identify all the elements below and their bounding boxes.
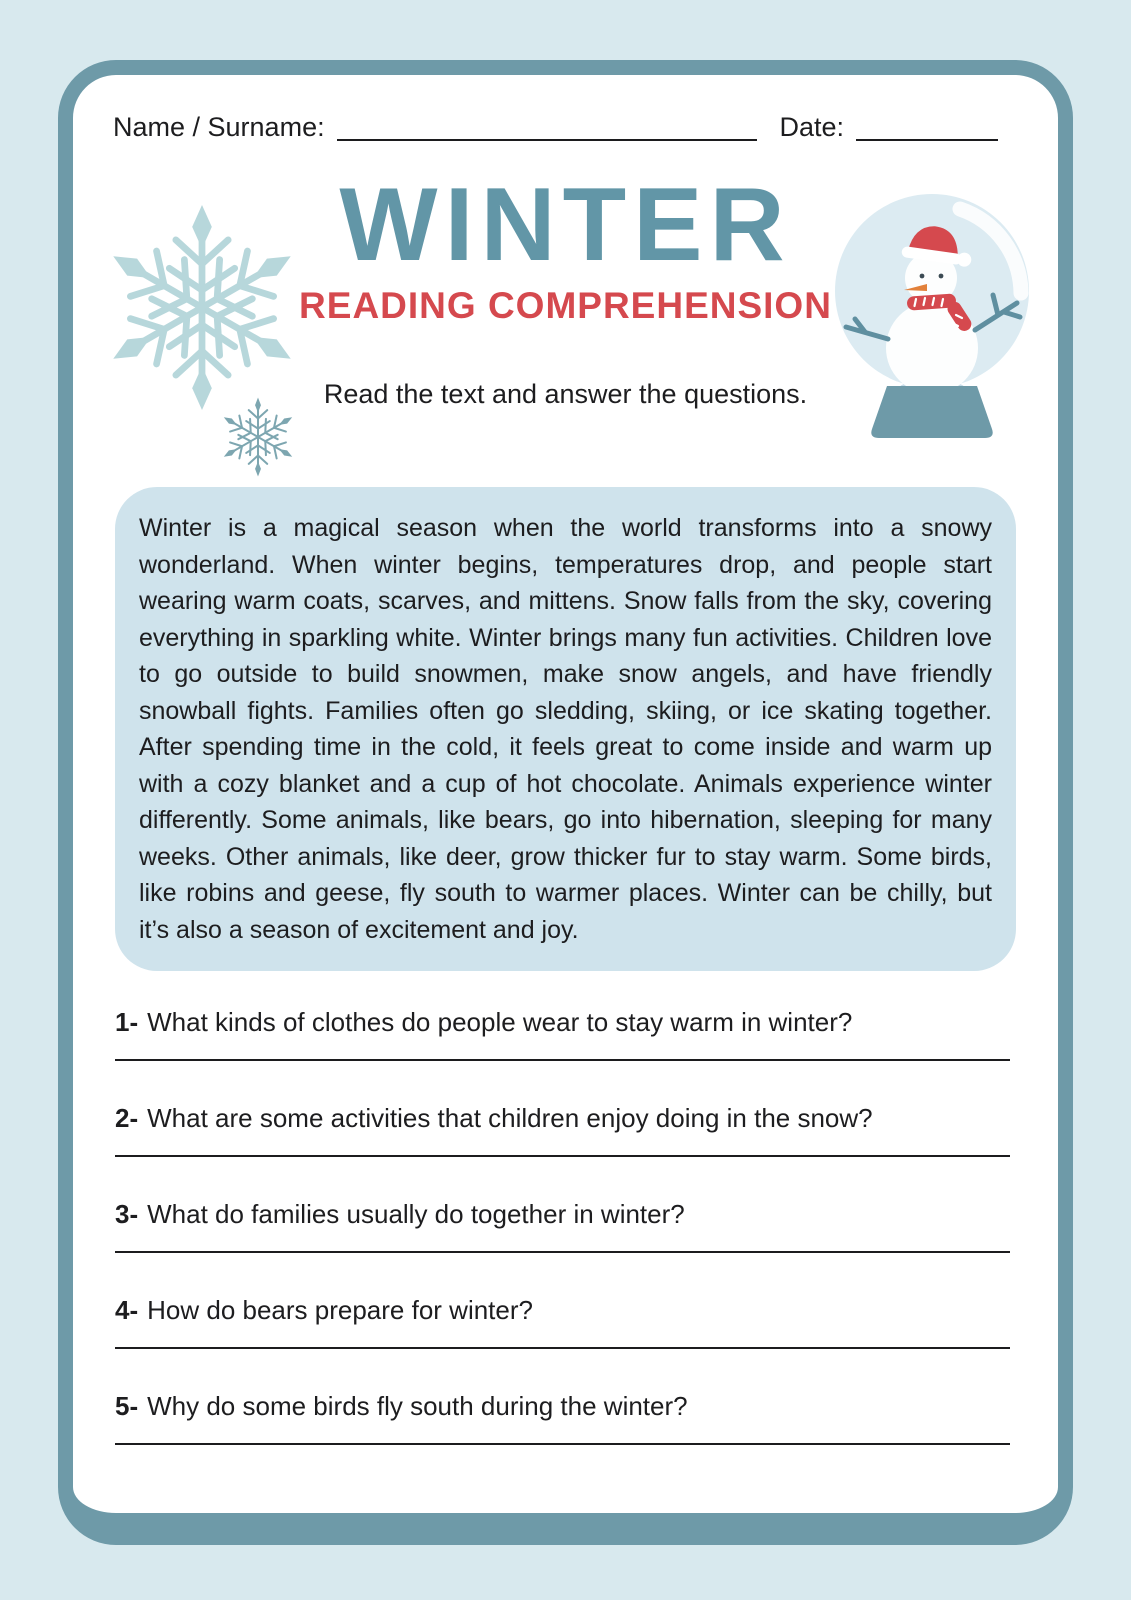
question-number: 2- bbox=[115, 1103, 139, 1133]
title-area bbox=[73, 167, 1058, 487]
question-text: What kinds of clothes do people wear to stay warm in winter? bbox=[147, 1007, 853, 1037]
date-field[interactable] bbox=[856, 111, 998, 141]
question-text: Why do some birds fly south during the winter? bbox=[147, 1391, 688, 1421]
question-3 bbox=[115, 1199, 1010, 1253]
question-5 bbox=[115, 1391, 1010, 1445]
question-text: What do families usually do together in winter? bbox=[147, 1199, 685, 1229]
worksheet-card bbox=[58, 60, 1073, 1545]
question-1 bbox=[115, 1007, 1010, 1061]
answer-line-3[interactable] bbox=[115, 1251, 1010, 1253]
question-number: 1- bbox=[115, 1007, 139, 1037]
date-label: Date: bbox=[779, 112, 844, 142]
questions-section bbox=[115, 1007, 1010, 1445]
name-field[interactable] bbox=[337, 111, 758, 141]
answer-line-5[interactable] bbox=[115, 1443, 1010, 1445]
question-text: How do bears prepare for winter? bbox=[147, 1295, 533, 1325]
question-4 bbox=[115, 1295, 1010, 1349]
name-label: Name / Surname: bbox=[113, 112, 325, 142]
answer-line-2[interactable] bbox=[115, 1155, 1010, 1157]
page-subtitle: READING COMPREHENSION bbox=[299, 285, 832, 326]
question-number: 3- bbox=[115, 1199, 139, 1229]
header-row bbox=[113, 111, 1002, 143]
question-number: 5- bbox=[115, 1391, 139, 1421]
title-block bbox=[73, 167, 1058, 410]
question-2 bbox=[115, 1103, 1010, 1157]
answer-line-4[interactable] bbox=[115, 1347, 1010, 1349]
question-number: 4- bbox=[115, 1295, 139, 1325]
page-title: WINTER bbox=[339, 167, 792, 283]
question-text: What are some activities that children enjoy doing in the snow? bbox=[147, 1103, 873, 1133]
instruction-text: Read the text and answer the questions. bbox=[323, 379, 808, 409]
answer-line-1[interactable] bbox=[115, 1059, 1010, 1061]
reading-passage: Winter is a magical season when the world transforms into a snowy wonderland. When winter begins, temperatures drop, and people start wearing warm coats, scarves, and mittens. Snow falls from the sky, covering everything in sparkling white. Winter brings many fun activities. Children love to go outside to build snowmen, make snow angels, and have friendly snowball fights. Families often go sledding, skiing, or ice skating together. After spending time in the cold, it feels great to come inside and warm up with a cozy blanket and a cup of hot chocolate. Animals experience winter differently. Some animals, like bears, go into hibernation, sleeping for many weeks. Other animals, like deer, grow thicker fur to stay warm. Some birds, like robins and geese, fly south to warmer places. Winter can be chilly, but it’s also a season of excitement and joy. bbox=[115, 487, 1016, 971]
